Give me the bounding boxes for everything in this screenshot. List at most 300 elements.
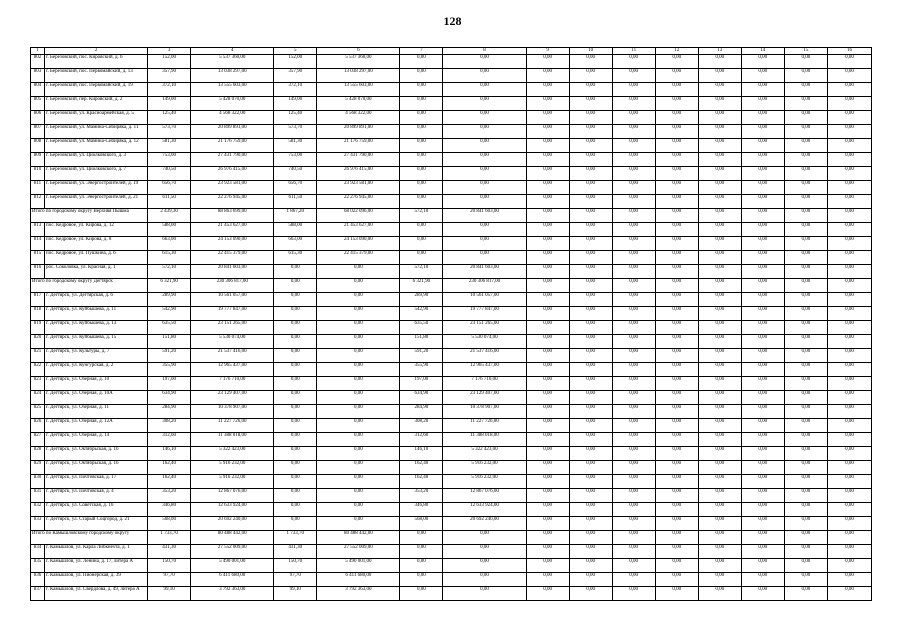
value-cell: 0,00 <box>400 111 443 125</box>
value-cell: 0,00 <box>655 237 698 251</box>
address-cell: г. Камышлов, ул. Пионерская, д. 39 <box>45 573 148 587</box>
row-number: 831 <box>31 489 45 503</box>
row-number: 820 <box>31 335 45 349</box>
value-cell: 0,00 <box>655 489 698 503</box>
address-cell: г. Дегтярск, ул. Советская, д. 16 <box>45 503 148 517</box>
value-cell: 663,00 <box>148 237 191 251</box>
value-cell: 0,00 <box>569 237 612 251</box>
address-cell: г. Дегтярск, ул. Почтовская, д. 4 <box>45 489 148 503</box>
value-cell: 0,00 <box>655 181 698 195</box>
value-cell: 24 153 090,00 <box>317 237 400 251</box>
value-cell: 0,00 <box>317 279 400 293</box>
value-cell: 0,00 <box>784 503 827 517</box>
value-cell: 0,00 <box>526 489 569 503</box>
value-cell: 0,00 <box>400 195 443 209</box>
total-label: Итого по городскому округу Дегтярск <box>31 279 148 293</box>
value-cell: 0,00 <box>526 83 569 97</box>
value-cell: 0,00 <box>741 265 784 279</box>
value-cell: 0,00 <box>698 237 741 251</box>
address-cell: г. Дегтярск, ул. Куйбышева, д. 15 <box>45 335 148 349</box>
value-cell: 0,00 <box>784 195 827 209</box>
row-number: 828 <box>31 447 45 461</box>
value-cell: 10 561 057,00 <box>443 293 526 307</box>
value-cell: 0,00 <box>827 195 871 209</box>
row-number: 809 <box>31 153 45 167</box>
value-cell: 0,00 <box>317 335 400 349</box>
value-cell: 5 322 423,00 <box>191 447 274 461</box>
value-cell: 0,00 <box>443 573 526 587</box>
value-cell: 0,00 <box>274 391 317 405</box>
value-cell: 656,70 <box>274 181 317 195</box>
value-cell: 11 388 018,00 <box>443 433 526 447</box>
table-row <box>31 181 872 195</box>
value-cell: 0,00 <box>741 69 784 83</box>
value-cell: 0,00 <box>526 447 569 461</box>
column-header: 13 <box>698 48 741 55</box>
column-header: 5 <box>274 48 317 55</box>
value-cell: 0,00 <box>827 377 871 391</box>
address-cell: г. Дегтярск, ул. Почтовская, д. 17 <box>45 475 148 489</box>
value-cell: 0,00 <box>612 209 655 223</box>
row-number: 830 <box>31 475 45 489</box>
value-cell: 357,90 <box>274 69 317 83</box>
value-cell: 13 038 297,00 <box>317 69 400 83</box>
value-cell: 0,00 <box>655 111 698 125</box>
value-cell: 0,00 <box>569 139 612 153</box>
value-cell: 5 428 070,00 <box>191 97 274 111</box>
value-cell: 0,00 <box>443 69 526 83</box>
value-cell: 0,00 <box>569 251 612 265</box>
value-cell: 0,00 <box>698 251 741 265</box>
table-row <box>31 433 872 447</box>
value-cell: 0,00 <box>612 419 655 433</box>
value-cell: 0,00 <box>612 377 655 391</box>
value-cell: 0,00 <box>741 83 784 97</box>
value-cell: 0,00 <box>274 321 317 335</box>
value-cell: 308,20 <box>148 419 191 433</box>
value-cell: 0,00 <box>569 517 612 531</box>
total-label: Итого по городскому округу Верхняя Пышма <box>31 209 148 223</box>
address-cell: г. Дегтярск, ул. Октябрьская, д. 16 <box>45 447 148 461</box>
value-cell: 0,00 <box>274 503 317 517</box>
table-row <box>31 391 872 405</box>
value-cell: 0,00 <box>698 265 741 279</box>
value-cell: 656,70 <box>148 181 191 195</box>
value-cell: 0,00 <box>612 139 655 153</box>
value-cell: 346,80 <box>400 503 443 517</box>
value-cell: 591,20 <box>148 349 191 363</box>
value-cell: 197,00 <box>400 377 443 391</box>
value-cell: 0,00 <box>526 433 569 447</box>
value-cell: 0,00 <box>569 69 612 83</box>
value-cell: 0,00 <box>784 69 827 83</box>
value-cell: 0,00 <box>827 279 871 293</box>
value-cell: 20 841 603,00 <box>443 265 526 279</box>
value-cell: 13 555 603,00 <box>191 83 274 97</box>
table-row <box>31 545 872 559</box>
value-cell: 0,00 <box>827 475 871 489</box>
value-cell: 0,00 <box>569 587 612 601</box>
value-cell: 0,00 <box>698 573 741 587</box>
value-cell: 162,40 <box>148 475 191 489</box>
header-row <box>31 48 872 55</box>
value-cell: 0,00 <box>526 573 569 587</box>
value-cell: 0,00 <box>274 517 317 531</box>
value-cell: 0,00 <box>741 517 784 531</box>
row-number: 814 <box>31 237 45 251</box>
value-cell: 0,00 <box>526 321 569 335</box>
value-cell: 0,00 <box>569 181 612 195</box>
value-cell: 23 923 581,00 <box>317 181 400 195</box>
value-cell: 0,00 <box>569 503 612 517</box>
value-cell: 0,00 <box>569 433 612 447</box>
value-cell: 0,00 <box>655 503 698 517</box>
value-cell: 0,00 <box>655 125 698 139</box>
value-cell: 23 151 265,00 <box>191 321 274 335</box>
address-cell: г. Дегтярск, ул. Октябрьская, д. 16 <box>45 461 148 475</box>
value-cell: 197,00 <box>148 377 191 391</box>
value-cell: 22 415 379,00 <box>317 251 400 265</box>
value-cell: 0,00 <box>443 97 526 111</box>
address-cell: г. Дегтярск, ул. Дегтярская, д. 6 <box>45 293 148 307</box>
value-cell: 0,00 <box>569 321 612 335</box>
value-cell: 0,00 <box>274 335 317 349</box>
value-cell: 0,00 <box>741 321 784 335</box>
value-cell: 162,40 <box>400 475 443 489</box>
table-row <box>31 405 872 419</box>
value-cell: 0,00 <box>827 153 871 167</box>
value-cell: 125,40 <box>148 111 191 125</box>
value-cell: 0,00 <box>655 475 698 489</box>
value-cell: 0,00 <box>655 433 698 447</box>
value-cell: 5 916 232,00 <box>191 475 274 489</box>
value-cell: 572,10 <box>400 265 443 279</box>
value-cell: 0,00 <box>741 489 784 503</box>
value-cell: 12 633 924,00 <box>443 503 526 517</box>
value-cell: 21 176 759,00 <box>191 139 274 153</box>
value-cell: 7 176 710,00 <box>191 377 274 391</box>
value-cell: 0,00 <box>612 335 655 349</box>
value-cell: 312,60 <box>400 433 443 447</box>
value-cell: 0,00 <box>655 97 698 111</box>
value-cell: 663,00 <box>274 237 317 251</box>
value-cell: 0,00 <box>612 545 655 559</box>
value-cell: 0,00 <box>784 251 827 265</box>
table-row <box>31 223 872 237</box>
value-cell: 0,00 <box>655 223 698 237</box>
address-cell: рос. Соколовка, ул. Красная, д. 1 <box>45 265 148 279</box>
value-cell: 0,00 <box>526 251 569 265</box>
address-cell: г. Дегтярск, ул. Озерная, д. 12А <box>45 419 148 433</box>
value-cell: 1 733,70 <box>274 531 317 545</box>
address-cell: г. Дегтярск, ул. Куйбышева, д. 13 <box>45 321 148 335</box>
value-cell: 24 153 090,00 <box>191 237 274 251</box>
value-cell: 0,00 <box>569 419 612 433</box>
value-cell: 0,00 <box>741 111 784 125</box>
table-row <box>31 97 872 111</box>
value-cell: 10 561 057,00 <box>191 293 274 307</box>
value-cell: 0,00 <box>569 265 612 279</box>
value-cell: 0,00 <box>827 69 871 83</box>
value-cell: 0,00 <box>317 517 400 531</box>
table-row <box>31 83 872 97</box>
value-cell: 0,00 <box>698 97 741 111</box>
page-number: 128 <box>443 14 462 28</box>
value-cell: 0,00 <box>655 391 698 405</box>
value-cell: 3 792 363,00 <box>191 587 274 601</box>
value-cell: 20 692 240,00 <box>191 517 274 531</box>
value-cell: 0,00 <box>784 545 827 559</box>
value-cell: 0,00 <box>784 139 827 153</box>
value-cell: 0,00 <box>612 391 655 405</box>
value-cell: 21 453 627,00 <box>317 223 400 237</box>
value-cell: 0,00 <box>526 363 569 377</box>
value-cell: 0,00 <box>655 531 698 545</box>
value-cell: 0,00 <box>400 139 443 153</box>
value-cell: 357,90 <box>148 69 191 83</box>
value-cell: 634,90 <box>400 391 443 405</box>
value-cell: 97,70 <box>274 573 317 587</box>
value-cell: 0,00 <box>569 489 612 503</box>
value-cell: 0,00 <box>827 55 871 69</box>
row-number: 811 <box>31 181 45 195</box>
value-cell: 0,00 <box>784 279 827 293</box>
value-cell: 0,00 <box>443 55 526 69</box>
value-cell: 0,00 <box>569 125 612 139</box>
value-cell: 0,00 <box>698 223 741 237</box>
value-cell: 0,00 <box>569 167 612 181</box>
value-cell: 0,00 <box>612 349 655 363</box>
value-cell: 0,00 <box>655 559 698 573</box>
value-cell: 0,00 <box>612 251 655 265</box>
value-cell: 0,00 <box>741 335 784 349</box>
value-cell: 27 431 790,00 <box>191 153 274 167</box>
value-cell: 0,00 <box>698 125 741 139</box>
value-cell: 0,00 <box>827 293 871 307</box>
value-cell: 542,90 <box>148 307 191 321</box>
value-cell: 0,00 <box>741 55 784 69</box>
value-cell: 0,00 <box>612 223 655 237</box>
value-cell: 151,80 <box>148 335 191 349</box>
address-cell: г. Камышлов, ул. Свердлова, д. 49, литера А <box>45 587 148 601</box>
value-cell: 568,00 <box>400 517 443 531</box>
value-cell: 0,00 <box>741 461 784 475</box>
value-cell: 0,00 <box>741 573 784 587</box>
value-cell: 568,00 <box>148 517 191 531</box>
table-row <box>31 503 872 517</box>
value-cell: 740,50 <box>274 167 317 181</box>
address-cell: г. Дегтярск, ул. Озерная, д. 14 <box>45 433 148 447</box>
value-cell: 146,10 <box>400 447 443 461</box>
value-cell: 22 276 945,00 <box>191 195 274 209</box>
value-cell: 0,00 <box>698 531 741 545</box>
value-cell: 0,00 <box>655 251 698 265</box>
value-cell: 0,00 <box>698 489 741 503</box>
value-cell: 6 321,90 <box>148 279 191 293</box>
value-cell: 21 176 759,00 <box>317 139 400 153</box>
value-cell: 0,00 <box>274 307 317 321</box>
value-cell: 0,00 <box>612 503 655 517</box>
value-cell: 0,00 <box>698 349 741 363</box>
value-cell: 0,00 <box>526 545 569 559</box>
value-cell: 355,90 <box>400 363 443 377</box>
value-cell: 0,00 <box>784 167 827 181</box>
value-cell: 0,00 <box>827 307 871 321</box>
column-header: 1 <box>31 48 45 55</box>
value-cell: 0,00 <box>569 195 612 209</box>
table-row <box>31 573 872 587</box>
value-cell: 0,00 <box>317 433 400 447</box>
value-cell: 0,00 <box>400 223 443 237</box>
value-cell: 0,00 <box>526 335 569 349</box>
value-cell: 572,10 <box>148 265 191 279</box>
value-cell: 0,00 <box>612 321 655 335</box>
value-cell: 162,40 <box>400 461 443 475</box>
value-cell: 0,00 <box>443 195 526 209</box>
row-number: 832 <box>31 503 45 517</box>
value-cell: 0,00 <box>741 433 784 447</box>
value-cell: 5 428 070,00 <box>317 97 400 111</box>
total-row <box>31 209 872 223</box>
value-cell: 0,00 <box>784 125 827 139</box>
address-cell: г. Березовский, пос. Первомайский, д. 13 <box>45 69 148 83</box>
address-cell: г. Дегтярск, ул. Куйбышева, д. 11 <box>45 307 148 321</box>
value-cell: 0,00 <box>698 545 741 559</box>
value-cell: 0,00 <box>569 405 612 419</box>
row-number: 822 <box>31 363 45 377</box>
address-cell: г. Дегтярск, ул. Озерная, д. 10А <box>45 391 148 405</box>
value-cell: 0,00 <box>827 237 871 251</box>
value-cell: 27 431 790,00 <box>317 153 400 167</box>
value-cell: 0,00 <box>612 111 655 125</box>
value-cell: 11 227 726,00 <box>443 419 526 433</box>
value-cell: 0,00 <box>784 377 827 391</box>
value-cell: 0,00 <box>612 517 655 531</box>
value-cell: 0,00 <box>274 433 317 447</box>
row-number: 834 <box>31 545 45 559</box>
value-cell: 27 552 009,00 <box>191 545 274 559</box>
value-cell: 0,00 <box>443 139 526 153</box>
value-cell: 0,00 <box>400 69 443 83</box>
address-cell: г. Березовский, ул. Энергостроителей, д. 21 <box>45 195 148 209</box>
table-row <box>31 111 872 125</box>
value-cell: 0,00 <box>569 55 612 69</box>
value-cell: 0,00 <box>698 503 741 517</box>
table-row <box>31 251 872 265</box>
value-cell: 5 916 232,00 <box>443 461 526 475</box>
value-cell: 0,00 <box>526 461 569 475</box>
value-cell: 0,00 <box>784 97 827 111</box>
address-cell: г. Дегтярск, ул. Кунгурская, д. 2 <box>45 363 148 377</box>
value-cell: 0,00 <box>741 377 784 391</box>
value-cell: 11 227 726,00 <box>191 419 274 433</box>
value-cell: 0,00 <box>827 489 871 503</box>
value-cell: 0,00 <box>827 335 871 349</box>
value-cell: 0,00 <box>741 405 784 419</box>
value-cell: 0,00 <box>655 83 698 97</box>
value-cell: 0,00 <box>400 531 443 545</box>
value-cell: 0,00 <box>274 419 317 433</box>
value-cell: 0,00 <box>741 531 784 545</box>
value-cell: 284,90 <box>400 405 443 419</box>
value-cell: 4 568 322,00 <box>191 111 274 125</box>
value-cell: 0,00 <box>526 265 569 279</box>
value-cell: 0,00 <box>274 447 317 461</box>
value-cell: 0,00 <box>569 153 612 167</box>
value-cell: 0,00 <box>274 489 317 503</box>
value-cell: 0,00 <box>526 55 569 69</box>
value-cell: 0,00 <box>526 195 569 209</box>
value-cell: 0,00 <box>698 391 741 405</box>
row-number: 833 <box>31 517 45 531</box>
value-cell: 0,00 <box>784 293 827 307</box>
value-cell: 0,00 <box>317 307 400 321</box>
value-cell: 0,00 <box>612 237 655 251</box>
value-cell: 0,00 <box>655 265 698 279</box>
column-header: 14 <box>741 48 784 55</box>
value-cell: 12 867 076,00 <box>443 489 526 503</box>
value-cell: 0,00 <box>698 279 741 293</box>
value-cell: 23 129 407,00 <box>443 391 526 405</box>
value-cell: 0,00 <box>443 587 526 601</box>
table-row <box>31 265 872 279</box>
value-cell: 0,00 <box>400 83 443 97</box>
value-cell: 0,00 <box>655 447 698 461</box>
value-cell: 230 306 817,00 <box>191 279 274 293</box>
row-number: 805 <box>31 97 45 111</box>
value-cell: 80 488 442,00 <box>191 531 274 545</box>
value-cell: 23 129 407,00 <box>191 391 274 405</box>
total-row <box>31 279 872 293</box>
value-cell: 0,00 <box>784 517 827 531</box>
value-cell: 0,00 <box>698 475 741 489</box>
value-cell: 0,00 <box>741 97 784 111</box>
value-cell: 0,00 <box>526 405 569 419</box>
value-cell: 0,00 <box>827 517 871 531</box>
value-cell: 0,00 <box>655 307 698 321</box>
value-cell: 0,00 <box>400 573 443 587</box>
value-cell: 0,00 <box>827 97 871 111</box>
value-cell: 0,00 <box>655 587 698 601</box>
column-header: 4 <box>191 48 274 55</box>
value-cell: 0,00 <box>569 461 612 475</box>
value-cell: 431,30 <box>148 545 191 559</box>
value-cell: 12 867 076,00 <box>191 489 274 503</box>
value-cell: 26 976 415,00 <box>191 167 274 181</box>
address-cell: г. Березовский, ул. Энергостроителей, д. 19 <box>45 181 148 195</box>
value-cell: 289,90 <box>400 293 443 307</box>
value-cell: 0,00 <box>741 167 784 181</box>
value-cell: 0,00 <box>274 279 317 293</box>
value-cell: 572,10 <box>400 209 443 223</box>
value-cell: 99,10 <box>148 587 191 601</box>
value-cell: 0,00 <box>655 573 698 587</box>
value-cell: 1 867,20 <box>274 209 317 223</box>
value-cell: 0,00 <box>698 83 741 97</box>
value-cell: 0,00 <box>569 209 612 223</box>
address-cell: г. Дегтярск, ул. Озерная, д. 10 <box>45 377 148 391</box>
value-cell: 0,00 <box>274 363 317 377</box>
value-cell: 150,70 <box>274 559 317 573</box>
value-cell: 0,00 <box>612 69 655 83</box>
value-cell: 0,00 <box>698 405 741 419</box>
value-cell: 0,00 <box>317 447 400 461</box>
value-cell: 0,00 <box>784 391 827 405</box>
value-cell: 0,00 <box>526 419 569 433</box>
table-row <box>31 307 872 321</box>
value-cell: 635,50 <box>148 321 191 335</box>
value-cell: 581,30 <box>274 139 317 153</box>
